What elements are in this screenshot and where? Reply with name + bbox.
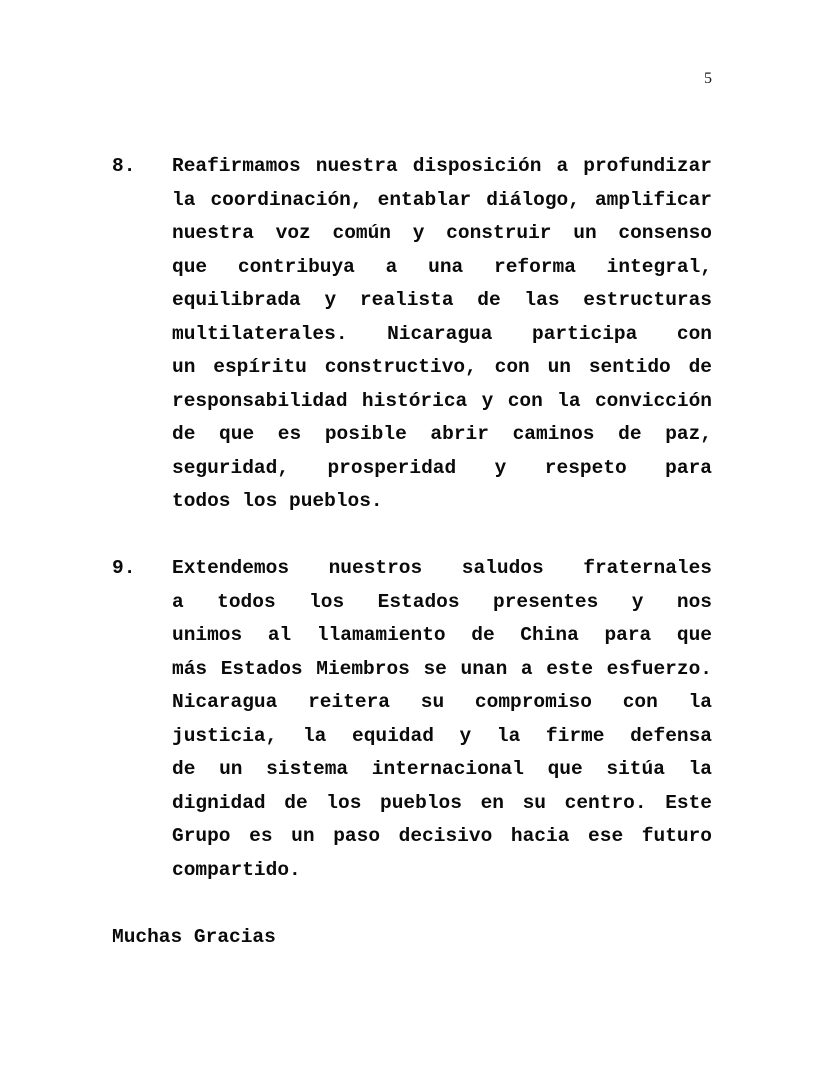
paragraph-number: 8. <box>112 155 136 177</box>
text-line: compartido. <box>172 858 301 881</box>
paragraph-text <box>172 552 712 887</box>
text-line: Extendemos nuestros saludos fraternales <box>172 557 712 579</box>
text-line: multilaterales. Nicaragua participa con <box>172 322 712 345</box>
text-line: Reafirmamos nuestra disposición a profundizar <box>172 155 712 177</box>
text-line: Nicaragua reitera su compromiso con la <box>172 691 712 713</box>
text-line: todos los pueblos. <box>172 490 383 512</box>
text-line: equilibrada y realista de las estructuras <box>172 289 712 311</box>
text-line: la coordinación, entablar diálogo, amplificar <box>172 188 712 211</box>
page-number: 5 <box>704 70 712 87</box>
paragraph-number: 9. <box>112 557 136 579</box>
closing-text: Muchas Gracias <box>112 925 276 948</box>
paragraph-text <box>172 150 712 519</box>
text-line: unimos al llamamiento de China para que <box>172 624 712 646</box>
text-line: más Estados Miembros se unan a este esfuerzo. <box>172 657 712 680</box>
document-body <box>112 150 712 954</box>
text-line: responsabilidad histórica y con la convicción <box>172 389 712 412</box>
text-line: seguridad, prosperidad y respeto para <box>172 456 712 479</box>
text-line: dignidad de los pueblos en su centro. Este <box>172 791 712 814</box>
text-line: de que es posible abrir caminos de paz, <box>172 423 712 445</box>
text-line: a todos los Estados presentes y nos <box>172 590 712 613</box>
text-line: Grupo es un paso decisivo hacia ese futuro <box>172 825 712 847</box>
text-line: de un sistema internacional que sitúa la <box>172 758 712 780</box>
text-line: un espíritu constructivo, con un sentido de <box>172 356 712 378</box>
numbered-paragraph-9 <box>112 552 712 887</box>
numbered-paragraph-8 <box>112 150 712 519</box>
text-line: justicia, la equidad y la firme defensa <box>172 724 712 747</box>
text-line: nuestra voz común y construir un consenso <box>172 222 712 244</box>
text-line: que contribuya a una reforma integral, <box>172 255 712 278</box>
